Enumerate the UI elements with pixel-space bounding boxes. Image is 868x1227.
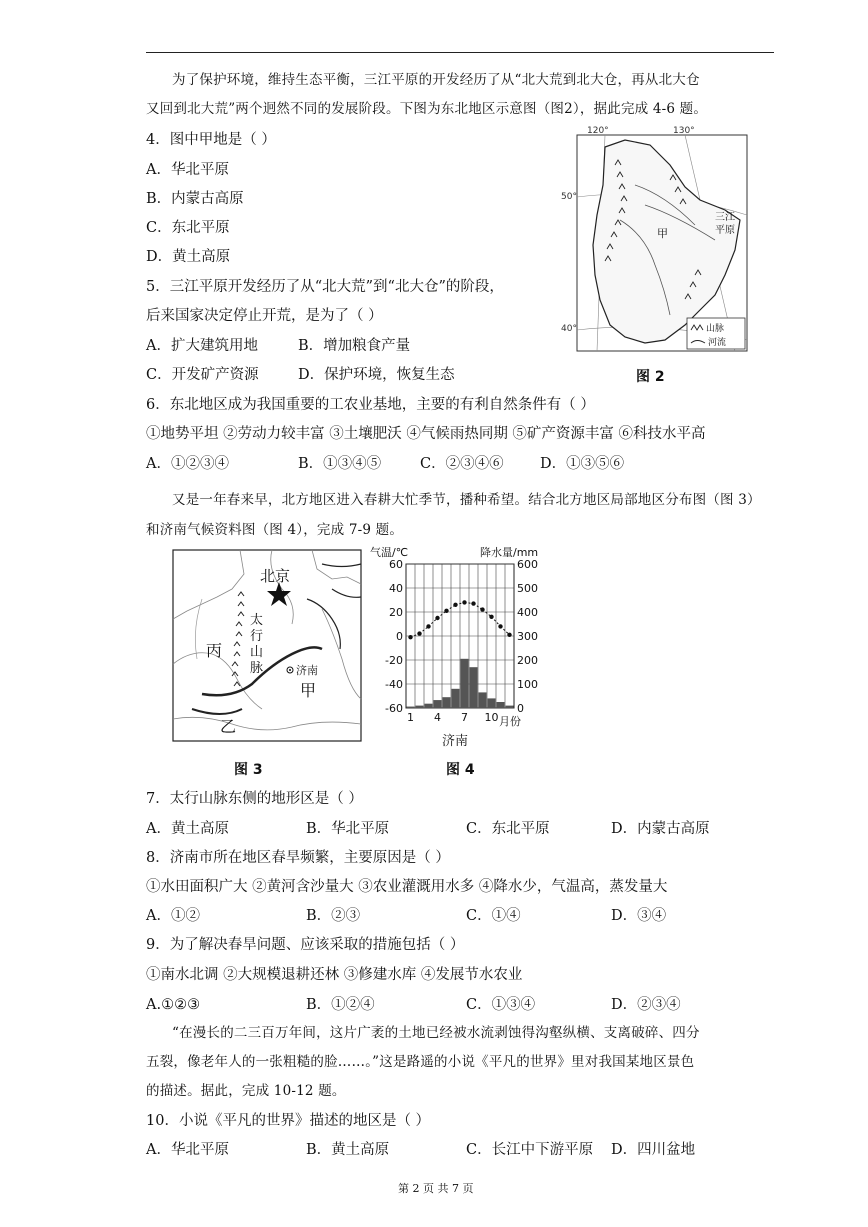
header-rule [146, 52, 774, 53]
precip-bar [461, 659, 469, 708]
option-a: A．黄土高原 [146, 821, 229, 837]
option-c: C．长江中下游平原 [466, 1142, 594, 1158]
temp-point [480, 607, 484, 611]
northeast-map [561, 125, 750, 355]
intro-text: 五裂，像老年人的一张粗糙的脸……。”这是路遥的小说《平凡的世界》里对我国某地区景色 [146, 1054, 695, 1070]
option-d: D．内蒙古高原 [611, 821, 710, 837]
precip-bar [434, 700, 442, 708]
precip-bar [497, 702, 505, 708]
option-a: A．①②③④ [146, 456, 229, 472]
label-sanjiang: 三江 [715, 212, 735, 223]
option-c: C．东北平原 [466, 821, 550, 837]
question-stem: 8．济南市所在地区春旱频繁，主要原因是（ ） [146, 850, 450, 866]
option-a: A．华北平原 [146, 1142, 229, 1158]
question-stem: 6．东北地区成为我国重要的工农业基地，主要的有利自然条件有（ ） [146, 397, 595, 413]
option-d: D．黄土高原 [146, 249, 231, 265]
jinan-climate-chart [366, 544, 546, 754]
temp-point [462, 600, 466, 604]
question-stem: 7．太行山脉东侧的地形区是（ ） [146, 791, 363, 807]
label-taihang: 山 [250, 645, 264, 660]
temp-point [444, 609, 448, 613]
option-d: D．①③⑤⑥ [540, 456, 625, 472]
precip-bar [479, 692, 487, 708]
chart-title: 济南 [442, 734, 469, 749]
temp-point [417, 631, 421, 635]
question-items: ①南水北调 ②大规模退耕还林 ③修建水库 ④发展节水农业 [146, 967, 523, 983]
question-stem: 后来国家决定停止开荒，是为了（ ） [146, 308, 383, 324]
option-a: A．①② [146, 908, 200, 924]
precip-bar [452, 689, 460, 708]
temp-point [453, 603, 457, 607]
precip-tick-label: 300 [517, 630, 538, 643]
option-b: B．华北平原 [306, 821, 390, 837]
intro-text: 又回到北大荒”两个迥然不同的发展阶段。下图为东北地区示意图（图2），据此完成 4-6 题。 [146, 101, 708, 117]
option-d: D．③④ [611, 908, 667, 924]
label-taihang: 脉 [250, 661, 264, 676]
option-b: B．①②④ [306, 997, 375, 1013]
temp-point [426, 624, 430, 628]
precip-bar [506, 706, 514, 708]
legend-mountain: 山脉 [706, 324, 725, 334]
lat-50: 50° [561, 192, 577, 202]
question-items: ①地势平坦 ②劳动力较丰富 ③土壤肥沃 ④气候雨热同期 ⑤矿产资源丰富 ⑥科技水平高 [146, 426, 706, 442]
precip-tick-label: 100 [517, 678, 538, 691]
option-b: B．内蒙古高原 [146, 191, 244, 207]
precip-tick-label: 200 [517, 654, 538, 667]
figure-caption: 图 4 [446, 762, 475, 778]
question-stem: 5．三江平原开发经历了从“北大荒”到“北大仓”的阶段， [146, 279, 504, 295]
y-axis-right-label: 降水量/mm [480, 546, 539, 559]
lat-40: 40° [561, 324, 577, 334]
page-footer: 第 2 页 共 7 页 [398, 1182, 474, 1195]
lon-120: 120° [587, 126, 609, 136]
label-jia: 甲 [657, 227, 668, 240]
option-d: D．②③④ [611, 997, 681, 1013]
intro-text: 又是一年春来早，北方地区进入春耕大忙季节，播种希望。结合北方地区局部地区分布图（图 3） [172, 492, 761, 508]
option-d: D．保护环境，恢复生态 [298, 367, 455, 383]
option-b: B．②③ [306, 908, 361, 924]
question-stem: 9．为了解决春旱问题、应该采取的措施包括（ ） [146, 937, 465, 953]
precip-tick-label: 600 [517, 558, 538, 571]
y-axis-left-label: 气温/℃ [370, 546, 409, 559]
temp-tick-label: -20 [385, 654, 403, 667]
temp-point [435, 616, 439, 620]
label-sanjiang: 平原 [715, 225, 735, 236]
option-c: C．①③④ [466, 997, 536, 1013]
month-tick-label: 1 [407, 711, 414, 724]
month-tick-label: 7 [461, 711, 468, 724]
precip-bar [488, 698, 496, 708]
label-yi: 乙 [220, 717, 237, 736]
temp-point [489, 615, 493, 619]
option-a: A.①②③ [146, 997, 201, 1013]
precip-bar [425, 704, 433, 708]
precip-bar [416, 706, 424, 708]
question-stem: 4．图中甲地是（ ） [146, 132, 276, 148]
option-c: C．②③④⑥ [420, 456, 504, 472]
precip-tick-label: 500 [517, 582, 538, 595]
precip-tick-label: 0 [517, 702, 524, 715]
temp-tick-label: 60 [389, 558, 403, 571]
north-china-map [172, 549, 362, 742]
label-taihang: 太 [250, 613, 264, 628]
option-c: C．东北平原 [146, 220, 230, 236]
precip-bar [470, 667, 478, 708]
label-beijing: 北京 [260, 567, 291, 585]
temp-point [471, 601, 475, 605]
temp-point [507, 633, 511, 637]
label-jinan: 济南 [296, 664, 318, 677]
intro-text: “在漫长的二三百万年间，这片广袤的土地已经被水流剥蚀得沟壑纵横、支离破碎、四分 [172, 1025, 700, 1041]
temp-point [498, 624, 502, 628]
intro-text: 和济南气候资料图（图 4），完成 7-9 题。 [146, 522, 404, 538]
option-d: D．四川盆地 [611, 1142, 696, 1158]
precip-bar [407, 707, 415, 708]
option-b: B．增加粮食产量 [298, 338, 411, 354]
chart-grid [406, 564, 514, 708]
option-a: A．扩大建筑用地 [146, 338, 258, 354]
temp-tick-label: 40 [389, 582, 403, 595]
option-b: B．黄土高原 [306, 1142, 390, 1158]
temp-tick-label: 0 [396, 630, 403, 643]
question-stem: 10．小说《平凡的世界》描述的地区是（ ） [146, 1113, 431, 1129]
lon-130: 130° [673, 126, 695, 136]
intro-text: 的描述。据此，完成 10-12 题。 [146, 1083, 346, 1099]
precip-tick-label: 400 [517, 606, 538, 619]
figure-caption: 图 3 [234, 762, 263, 778]
temp-point [408, 635, 412, 639]
option-a: A．华北平原 [146, 162, 229, 178]
label-jia: 甲 [300, 681, 317, 700]
intro-text: 为了保护环境，维持生态平衡，三江平原的开发经历了从“北大荒到北大仓，再从北大仓 [172, 72, 700, 88]
option-c: C．开发矿产资源 [146, 367, 259, 383]
temp-tick-label: -40 [385, 678, 403, 691]
label-taihang: 行 [250, 629, 264, 644]
month-tick-label: 4 [434, 711, 441, 724]
precip-bar [443, 697, 451, 708]
question-items: ①水田面积广大 ②黄河含沙量大 ③农业灌溉用水多 ④降水少，气温高，蒸发量大 [146, 879, 668, 895]
legend-river: 河流 [708, 338, 727, 348]
figure-caption: 图 2 [636, 369, 665, 385]
temp-tick-label: 20 [389, 606, 403, 619]
temp-tick-label: -60 [385, 702, 403, 715]
label-bing: 丙 [206, 641, 223, 660]
option-b: B．①③④⑤ [298, 456, 382, 472]
x-axis-label: 月份 [499, 715, 521, 728]
month-tick-label: 10 [484, 711, 499, 724]
option-c: C．①④ [466, 908, 521, 924]
